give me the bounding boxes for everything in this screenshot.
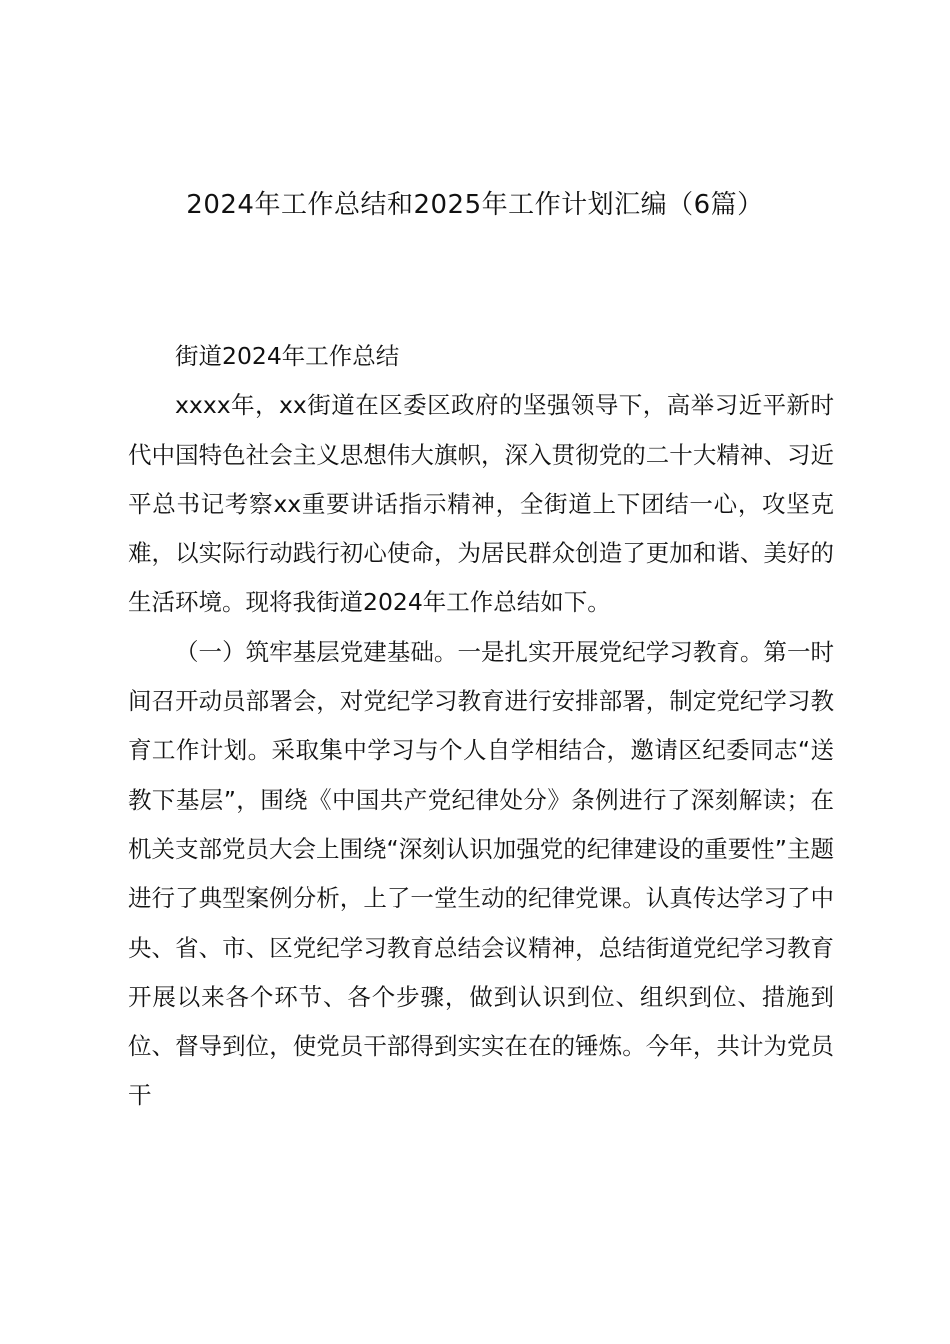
body-paragraph-party-building: （一）筑牢基层党建基础。一是扎实开展党纪学习教育。第一时间召开动员部署会，对党纪学习教育进行安排部署，制定党纪学习教育工作计划。采取集中学习与个人自学相结合，邀请区纪委同志“送教下基层”，围绕《中国共产党纪律处分》条例进行了深刻解读；在机关支部党员大会上围绕“深刻认识加强党的纪律建设的重要性”主题进行了典型案例分析，上了一堂生动的纪律党课。认真传达学习了中央、省、市、区党纪学习教育总结会议精神，总结街道党纪学习教育开展以来各个环节、各个步骤，做到认识到位、组织到位、措施到位、督导到位，使党员干部得到实实在在的锤炼。今年，共计为党员干 xyxy=(128,637,834,1110)
section-heading: 街道2024年工作总结 xyxy=(175,342,400,370)
body-paragraph-intro: xxxx年，xx街道在区委区政府的坚强领导下，高举习近平新时代中国特色社会主义思想伟大旗帜，深入贯彻党的二十大精神、习近平总书记考察xx重要讲话指示精神，全街道上下团结一心，攻坚克难，以实际行动践行初心使命，为居民群众创造了更加和谐、美好的生活环境。现将我街道2024年工作总结如下。 xyxy=(128,391,834,617)
document-body xyxy=(128,332,834,1121)
document-title: 2024年工作总结和2025年工作计划汇编（6篇） xyxy=(186,190,764,220)
